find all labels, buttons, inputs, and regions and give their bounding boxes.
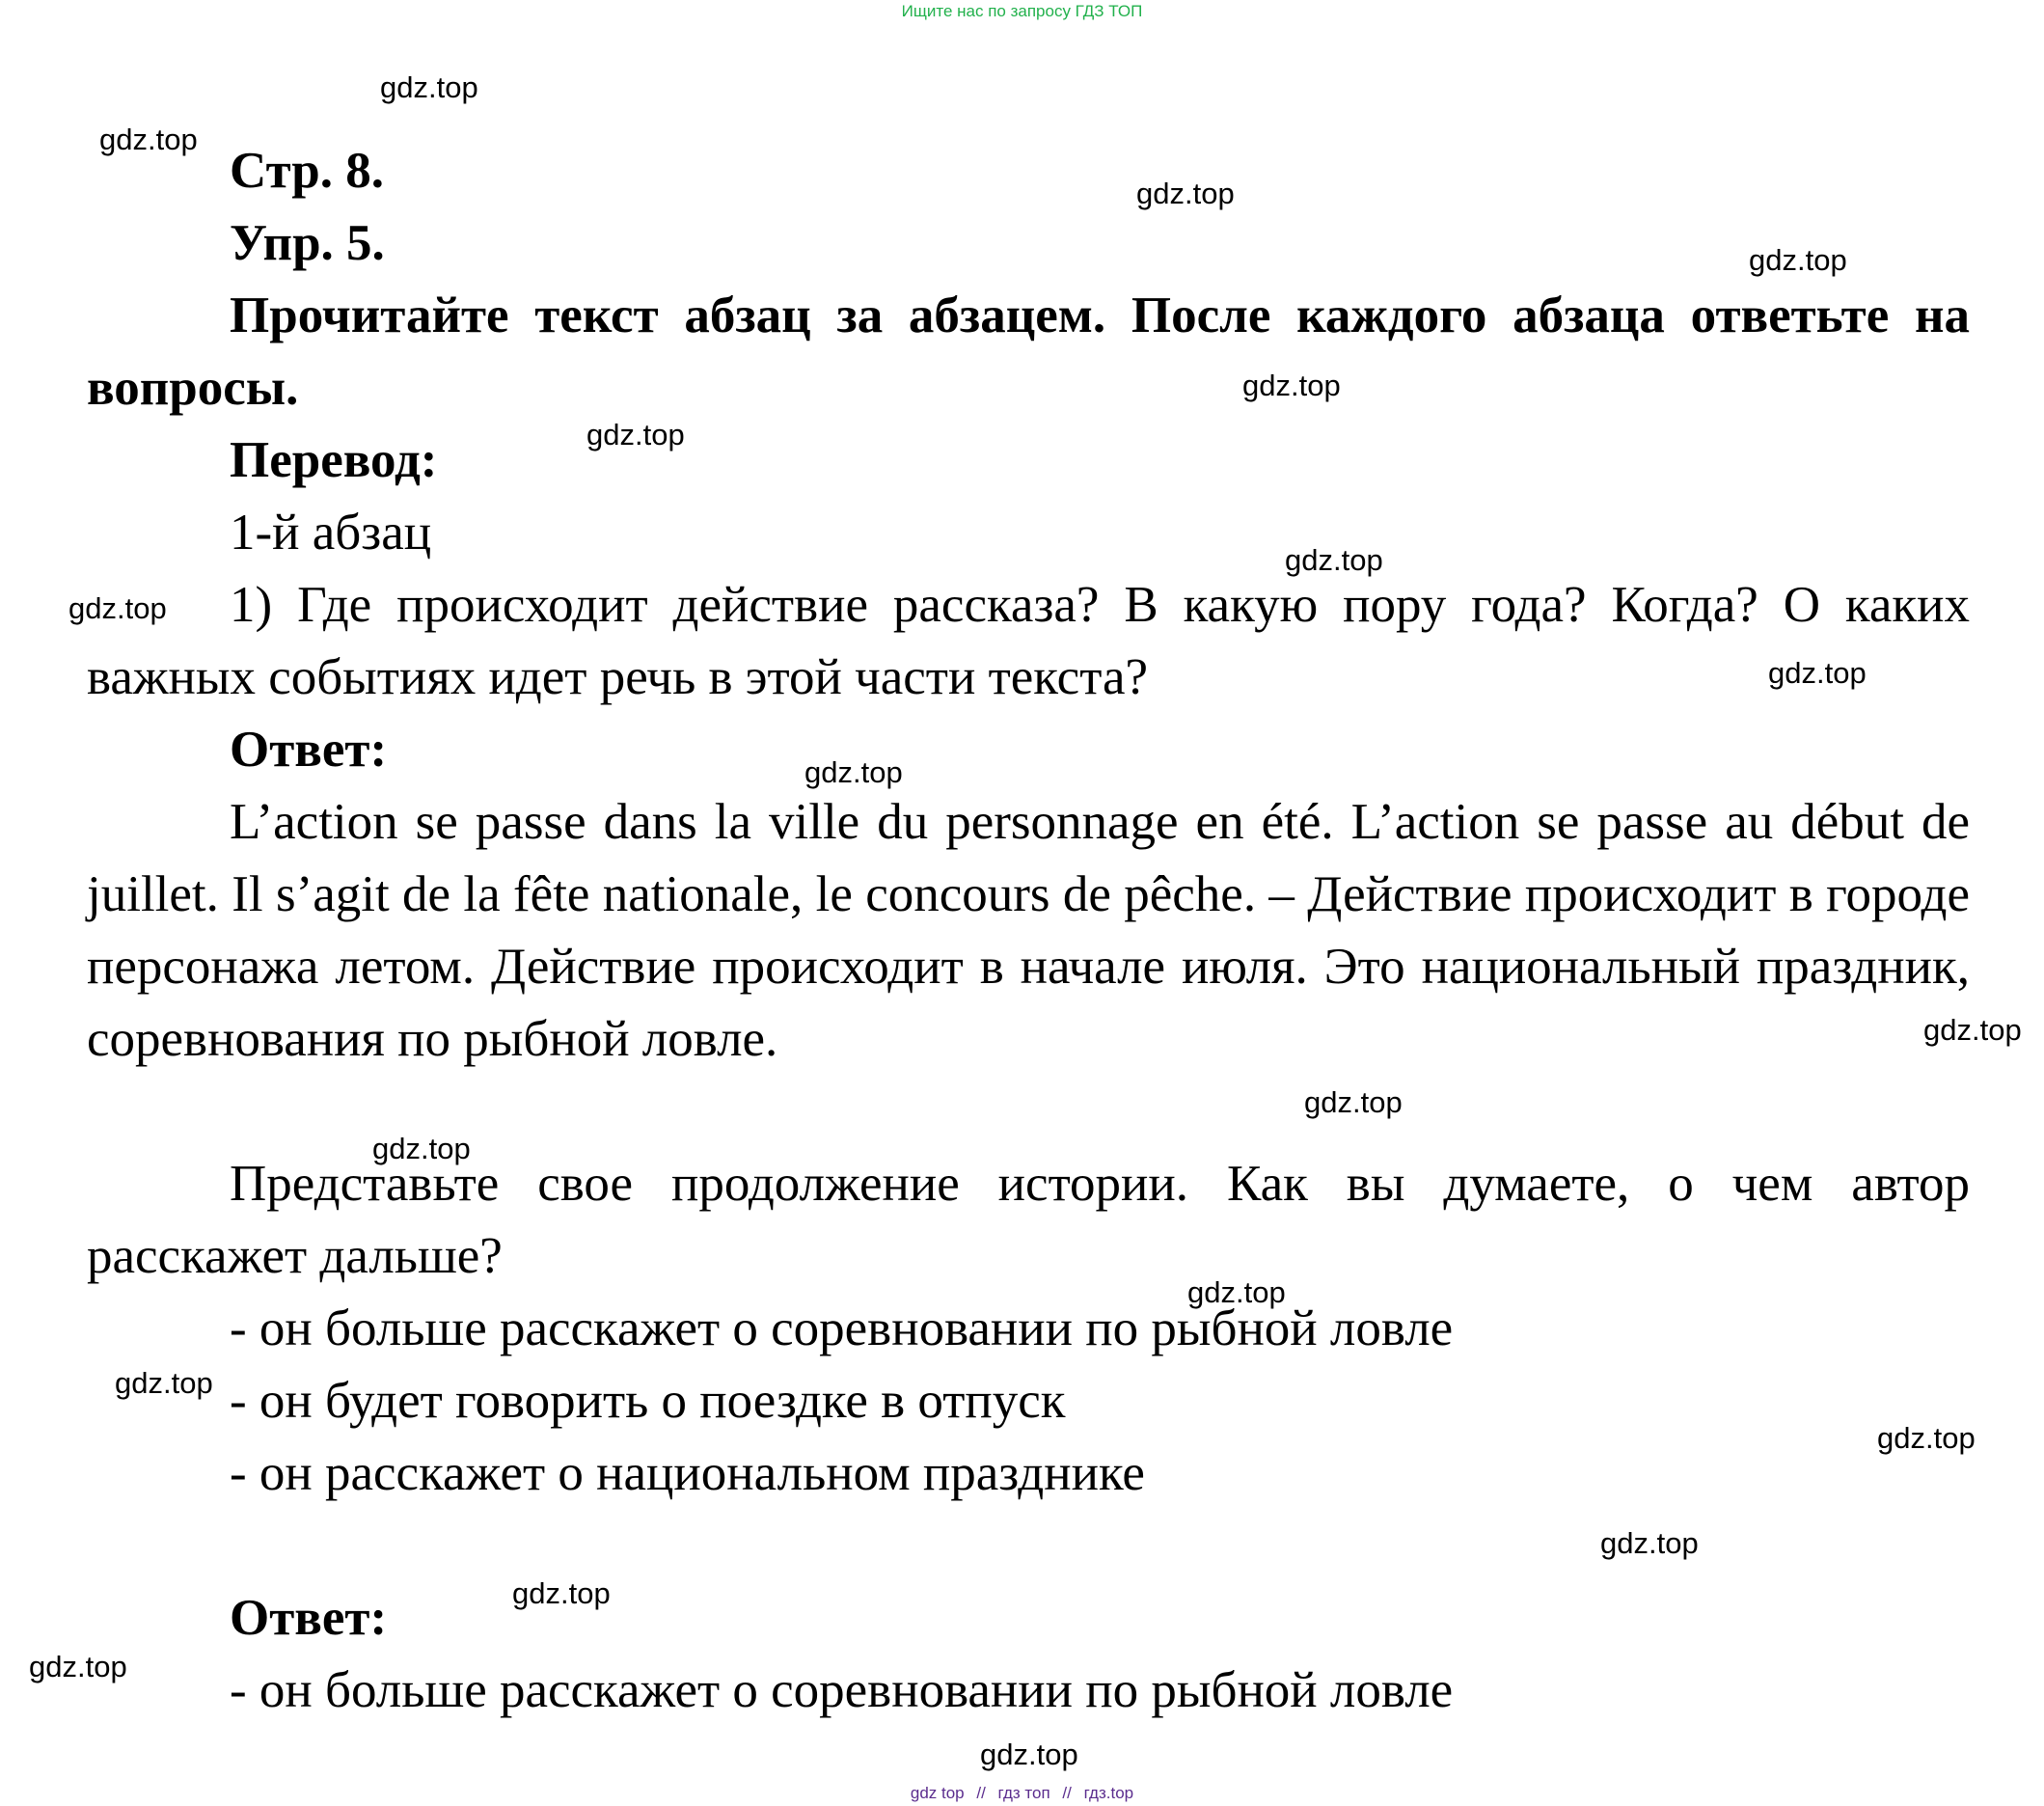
watermark: gdz.top (512, 1576, 611, 1610)
watermark: gdz.top (1136, 177, 1235, 210)
watermark: gdz.top (1285, 543, 1383, 577)
answer-1: L’action se passe dans la ville du personnage en été. L’action se passe au début de juillet. Il s’agit de la fête nationale, le concours de pêche. – Действие происходит в городе персонажа летом. Действие происходит в начале июля. Это национальный праздник, соревнования по рыбной ловле. (87, 794, 1970, 1067)
answer-heading-1: Ответ: (230, 722, 388, 778)
footer-link-gdz-top-ru[interactable]: гдз топ (997, 1784, 1050, 1802)
answer-heading-2: Ответ: (230, 1590, 388, 1646)
watermark: gdz.top (804, 755, 903, 789)
watermark: gdz.top (1877, 1421, 1976, 1455)
page-heading: Стр. 8. (230, 143, 384, 199)
spacer (87, 1076, 1970, 1148)
answer-2: - он больше расскажет о соревновании по рыбной ловле (230, 1662, 1454, 1718)
footer-link-gdz-top[interactable]: gdz top (910, 1784, 965, 1802)
document-body (87, 135, 1970, 1727)
top-banner[interactable]: Ищите нас по запросу ГДЗ ТОП (901, 2, 1143, 20)
watermark: gdz.top (99, 123, 198, 156)
watermark: gdz.top (380, 70, 478, 104)
task-text: Прочитайте текст абзац за абзацем. После каждого абзаца ответьте на вопросы. (87, 287, 1970, 416)
footer-link-gdz-dot-top[interactable]: гдз.top (1083, 1784, 1134, 1802)
continuation-prompt: Представьте свое продолжение истории. Как вы думаете, о чем автор расскажет дальше? (87, 1156, 1970, 1284)
watermark: gdz.top (1304, 1085, 1403, 1119)
watermark: gdz.top (1768, 656, 1867, 690)
footer-separator: // (1062, 1784, 1072, 1802)
watermark: gdz.top (1242, 369, 1341, 402)
option-2: - он будет говорить о поездке в отпуск (230, 1373, 1066, 1429)
option-3: - он расскажет о национальном празднике (230, 1445, 1145, 1501)
footer-separator: // (976, 1784, 986, 1802)
watermark: gdz.top (1749, 243, 1847, 277)
watermark: gdz.top (1923, 1013, 2022, 1047)
watermark: gdz.top (68, 591, 167, 625)
watermark: gdz.top (1600, 1526, 1699, 1560)
translation-heading: Перевод: (230, 432, 438, 488)
option-1: - он больше расскажет о соревновании по рыбной ловле (230, 1300, 1454, 1356)
watermark: gdz.top (372, 1132, 471, 1165)
watermark: gdz.top (29, 1650, 127, 1683)
paragraph-label: 1-й абзац (230, 505, 432, 561)
exercise-heading: Упр. 5. (230, 215, 385, 271)
watermark: gdz.top (586, 418, 685, 452)
question-1: 1) Где происходит действие рассказа? В какую пору года? Когда? О каких важных событиях идет речь в этой части текста? (87, 577, 1970, 705)
watermark: gdz.top (1187, 1275, 1286, 1309)
watermark: gdz.top (980, 1738, 1078, 1771)
footer-links (0, 1784, 2044, 1803)
watermark: gdz.top (115, 1366, 213, 1400)
